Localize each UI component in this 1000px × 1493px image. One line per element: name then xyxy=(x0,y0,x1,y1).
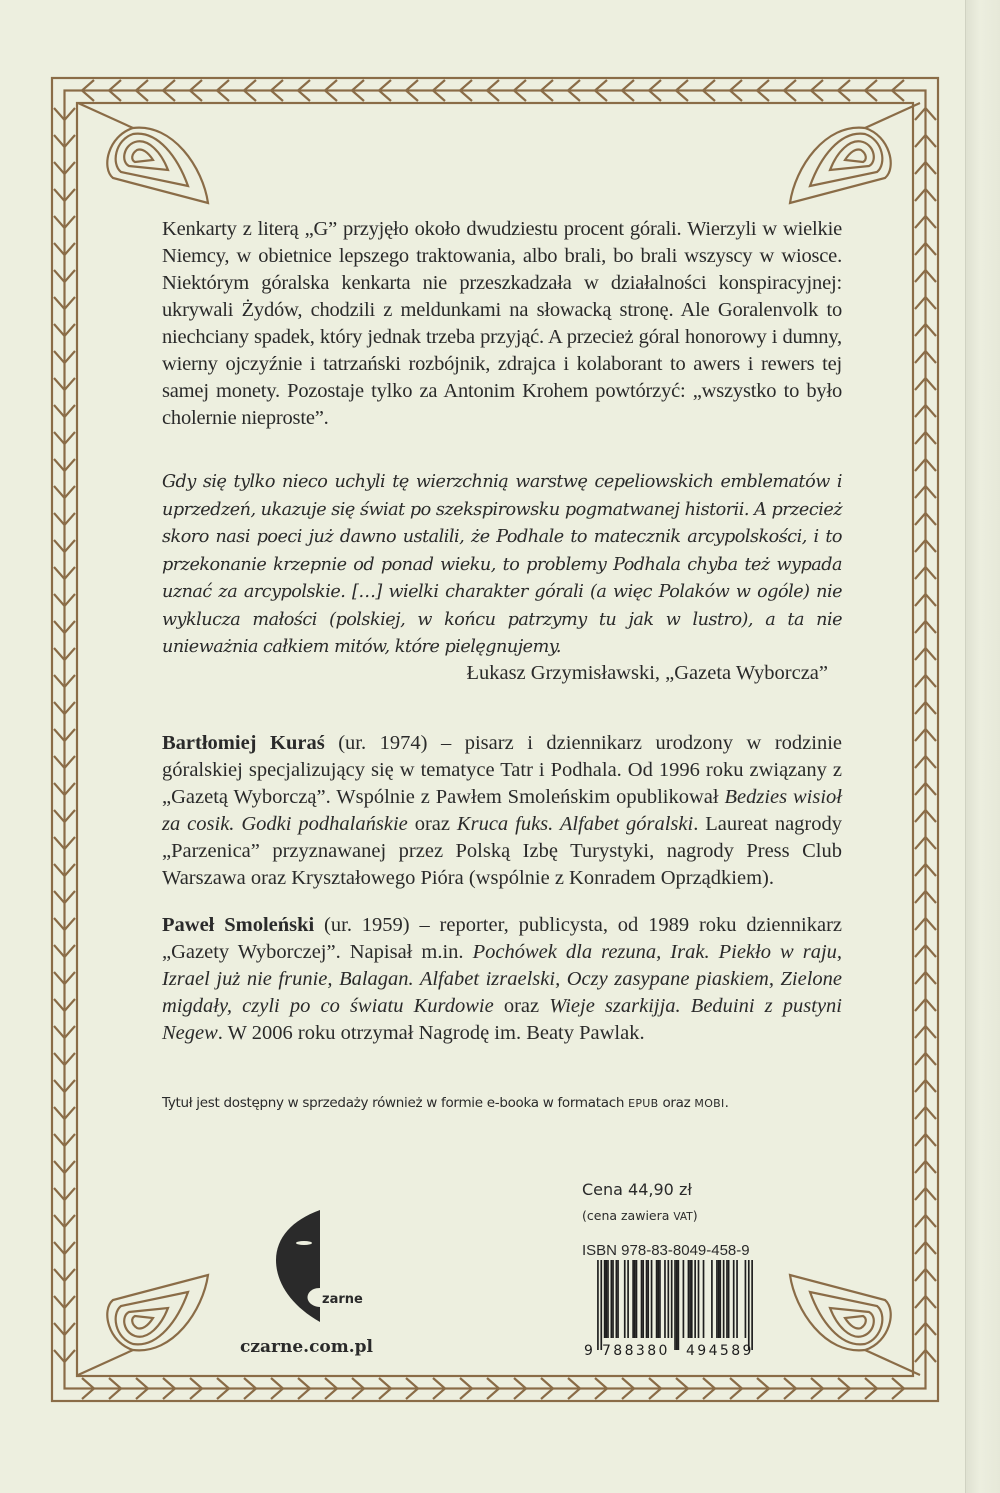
book-title: Pochówek dla rezuna, Irak. Piekło w raju, Izrael już nie frunie, Balagan. Alfabet izraelski, Oczy zasypane piaskiem, Zielone migdały, czyli po co światu Kurdowie xyxy=(162,941,843,1017)
leaf-stroke xyxy=(107,128,208,203)
vat-abbr: VAT xyxy=(673,1211,693,1223)
isbn-barcode xyxy=(582,1260,758,1358)
leaf-stroke xyxy=(845,149,866,162)
barcode-bar xyxy=(616,1260,618,1338)
bio-text: . W 2006 roku otrzymał Nagrodę im. Beaty Pawlak. xyxy=(217,1022,645,1044)
barcode-bar xyxy=(718,1260,720,1338)
barcode-bar xyxy=(676,1260,678,1350)
excerpt-paragraph xyxy=(162,216,842,432)
barcode-bar xyxy=(736,1260,738,1338)
vat-note xyxy=(582,1208,698,1223)
ebook-note-text: Tytuł jest dostępny w sprzedaży również w formie e-booka w formatach xyxy=(162,1095,629,1111)
barcode-bar xyxy=(694,1260,696,1338)
leaf-stroke xyxy=(132,1316,153,1329)
barcode-bar xyxy=(647,1260,649,1338)
barcode-bar xyxy=(689,1260,691,1338)
price-label: Cena 44,90 zł xyxy=(582,1180,692,1199)
barcode-bar xyxy=(636,1260,638,1338)
book-title: Bedzies wisioł za cosik. Godki podhalańskie xyxy=(162,786,842,835)
vat-note-prefix: (cena zawiera xyxy=(582,1208,674,1223)
barcode-bar xyxy=(667,1260,669,1338)
leaf-ornament-top-right xyxy=(790,103,920,203)
barcode-bar xyxy=(728,1260,730,1338)
barcode-bar xyxy=(642,1260,644,1338)
book-title: Kruca fuks. Alfabet góralski xyxy=(456,813,694,835)
barcode-bar xyxy=(745,1260,747,1338)
bio-text: . Laureat nagrody „Parzenica” przyznawanej przez Polską Izbę Turystyki, nagrody Press Club Warszawa oraz Kryształowego Pióra (wspólnie z Konradem Oprządkiem). xyxy=(162,813,842,889)
format-epub: EPUB xyxy=(628,1097,659,1110)
barcode-bar xyxy=(683,1260,685,1338)
leaf-stem xyxy=(78,103,133,128)
leaf-stem xyxy=(865,103,920,128)
barcode-bar xyxy=(723,1260,725,1338)
barcode-bar xyxy=(688,1260,690,1338)
leaf-stroke xyxy=(790,128,891,203)
barcode-bar xyxy=(678,1260,680,1350)
leaf-stroke xyxy=(124,141,168,170)
leaf-stroke xyxy=(845,1316,866,1329)
bio-text: oraz xyxy=(493,995,550,1017)
barcode-bar xyxy=(726,1260,728,1338)
bio-text: (ur. 1959) – reporter, publicysta, od 1989 roku dziennikarz „Gazety Wyborczej”. Napisał m.in. xyxy=(162,914,842,963)
barcode-digits: 494589 xyxy=(686,1343,754,1358)
review-quote xyxy=(162,469,842,662)
barcode-bar xyxy=(711,1260,713,1338)
barcode-bar xyxy=(610,1260,612,1338)
barcode-bar xyxy=(651,1260,653,1338)
review-quote-text: Gdy się tylko nieco uchyli tę wierzchnią warstwę cepeliowskich emblematów i uprzedzeń, ukazuje się świat po szekspirowsku pogmatwanej historii. A przecież skoro nasi poeci już dawno ustalili, że Podhale to matecznik arcypolskości, i to przekonanie krzepnie od ponad wieku, to problemy Podhala chyba też wypada uznać za arcypolskie. […] wielki charakter górali (a więc Polaków w ogóle) nie wyklucza małości (polskiej, w końcu patrzymy tu jak w lustro), a ta nie unieważnia całkiem mitów, które pielęgnujemy. xyxy=(162,472,842,657)
barcode-bar xyxy=(634,1260,636,1338)
review-attribution: Łukasz Grzymisławski, „Gazeta Wyborcza” xyxy=(466,662,828,684)
barcode-bar xyxy=(632,1260,634,1338)
bio-text: oraz xyxy=(407,813,457,835)
barcode-bar xyxy=(656,1260,658,1338)
leaf-stroke xyxy=(830,1308,874,1337)
bio-text: (ur. 1974) – pisarz i dziennikarz urodzony w rodzinie góralskiej specjalizujący się w tematyce Tatr i Podhala. Od 1996 roku związany z „Gazetą Wyborczą”. Wspólnie z Pawłem Smoleńskim opublikował xyxy=(162,732,842,808)
format-mobi: MOBI xyxy=(694,1097,725,1110)
leaf-ornament-bottom-right xyxy=(790,1275,920,1375)
barcode-bar xyxy=(691,1260,693,1338)
czarne-publisher-logo xyxy=(270,1210,380,1322)
barcode-bar xyxy=(698,1260,700,1338)
leaf-stroke xyxy=(830,141,874,170)
leaf-stem xyxy=(865,1350,920,1375)
ebook-availability-note xyxy=(162,1095,729,1111)
barcode-bar xyxy=(624,1260,626,1338)
barcode-bar xyxy=(664,1260,666,1338)
barcode-bar xyxy=(659,1260,661,1338)
leaf-stroke xyxy=(107,1275,208,1350)
barcode-bar xyxy=(751,1260,753,1350)
barcode-bar xyxy=(719,1260,721,1338)
barcode-bar xyxy=(607,1260,609,1338)
barcode-bar xyxy=(612,1260,614,1338)
ebook-note-end: . xyxy=(724,1095,729,1111)
ebook-note-conj: oraz xyxy=(658,1095,695,1111)
barcode-bar xyxy=(641,1260,643,1338)
barcode-bar xyxy=(716,1260,718,1338)
leaf-stroke xyxy=(790,1275,891,1350)
book-title: Wieje szarkijja. Beduini z pustyni Negew xyxy=(162,995,842,1044)
barcode-digits: 788380 xyxy=(602,1343,670,1358)
author-name: Bartłomiej Kuraś xyxy=(162,732,325,754)
barcode-bar xyxy=(748,1260,750,1350)
barcode-bar xyxy=(597,1260,599,1350)
author-bio-kuras xyxy=(162,730,842,892)
barcode-bar xyxy=(674,1260,676,1350)
author-name: Paweł Smoleński xyxy=(162,914,315,936)
publisher-website-link[interactable]: czarne.com.pl xyxy=(240,1337,374,1357)
barcode-bar xyxy=(703,1260,705,1338)
barcode-bar xyxy=(605,1260,607,1338)
leaf-stem xyxy=(78,1350,133,1375)
vat-note-suffix: ) xyxy=(692,1208,698,1223)
barcode-bar xyxy=(657,1260,659,1338)
logo-wordmark: zarne xyxy=(322,1292,363,1307)
barcode-bar xyxy=(600,1260,602,1350)
barcode-bar xyxy=(617,1260,619,1338)
barcode-bar xyxy=(733,1260,735,1338)
author-bio-smolenski xyxy=(162,912,842,1047)
logo-eye xyxy=(296,1241,312,1245)
barcode-bar xyxy=(671,1260,673,1338)
excerpt-text: Kenkarty z literą „G” przyjęło około dwudziestu procent górali. Wierzyli w wielkie Niemcy, w obietnice lepszego traktowania, albo brali, bo brali wszyscy w wiosce. Niektórym góralska kenkarta nie przeszkadzała w działalności konspiracyjnej: ukrywali Żydów, chodzili z meldunkami na słowacką stronę. Ale Goralenvolk to niechciany spadek, który jednak trzeba przyjąć. A przecież góral honorowy i dumny, wierny ojczyźnie i tatrzański rozbójnik, zdrajca i kolaborant to awers i rewers tej samej monety. Pozostaje tylko za Antonim Krohem powtórzyć: „wszystko to było cholernie nieproste”. xyxy=(162,218,842,429)
leaf-stroke xyxy=(124,1308,168,1337)
barcode-bar xyxy=(604,1260,606,1338)
leaf-stroke xyxy=(132,149,153,162)
leaf-ornament-bottom-left xyxy=(78,1275,208,1375)
leaf-ornament-top-left xyxy=(78,103,208,203)
barcode-bar xyxy=(646,1260,648,1338)
isbn-label: ISBN 978-83-8049-458-9 xyxy=(582,1242,750,1259)
barcode-digits: 9 xyxy=(584,1343,593,1358)
barcode-bar xyxy=(627,1260,629,1338)
